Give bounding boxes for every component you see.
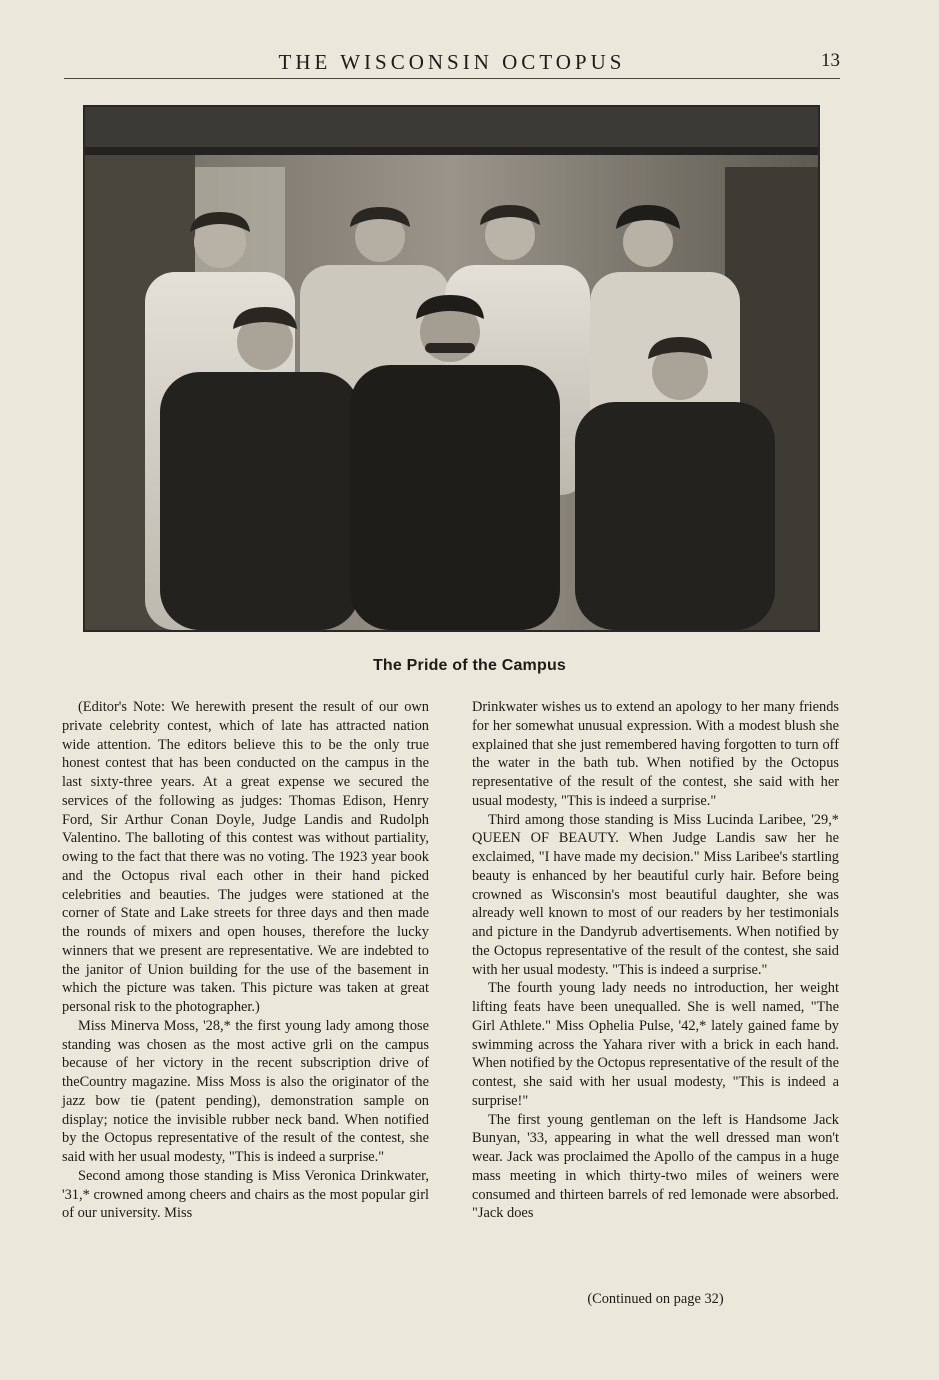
article-paragraph: Third among those standing is Miss Lucinda Laribee, '29,* QUEEN OF BEAUTY. When Judge Landis saw her he exclaimed, "I have made my decision." Miss Laribee's startling beauty is enhanced by her beautiful curly hair. Before being crowned as Wisconsin's most beautiful daughter, she was already well known to most of our readers by her testimonials and picture in the Dandyrub advertisements. When notified by the Octopus representative of the result of the contest, she said with her usual modesty. "This is indeed a surprise." bbox=[472, 811, 839, 978]
page-number: 13 bbox=[821, 50, 840, 71]
article-paragraph: The fourth young lady needs no introduction, her weight lifting feats have been unequalled. She is well named, "The Girl Athlete." Miss Ophelia Pulse, '42,* lately gained fame by swimming across the Yahara river with a brick in each hand. When notified by the Octopus representative of the result of the contest, she said with her usual modesty, "This is indeed a surprise!" bbox=[472, 980, 839, 1109]
article-paragraph: The first young gentleman on the left is Handsome Jack Bunyan, '33, appearing in what the well dressed man won't wear. Jack was proclaimed the Apollo of the campus in a huge mass meeting in which thirty-two miles of weiners were consumed and thirteen barrels of red lemonade were absorbed. "Jack does bbox=[472, 1111, 839, 1222]
page-header bbox=[64, 48, 840, 79]
group-photograph bbox=[83, 105, 820, 632]
article-column-right bbox=[472, 698, 839, 1223]
magazine-title: THE WISCONSIN OCTOPUS bbox=[278, 50, 626, 74]
article-paragraph: Drinkwater wishes us to extend an apology to her many friends for her somewhat unusual expression. With a modest blush she explained that she just remembered having forgotten to turn off the water in the bath tub. When notified by the Octopus representative of the result of the contest, she said with her usual modesty, "This is indeed a surprise." bbox=[472, 699, 839, 809]
editors-note-paragraph: (Editor's Note: We herewith present the result of our own private celebrity contest, which of late has attracted nation wide attention. The editors believe this to be the only true honest contest that has been conducted on the campus in the last sixty-three years. At a great expense we secured the services of the following as judges: Thomas Edison, Henry Ford, Sir Arthur Conan Doyle, Judge Landis and Rudolph Valentino. The balloting of this contest was without partiality, owing to the fact that there was no voting. The 1923 year book and the Octopus rival each other in their hand picked celebrities and beauties. The judges were stationed at the corner of State and Lake streets for three days and then made the rounds of mixers and open houses, therefore the lucky winners that we present are representative. We are indebted to the janitor of Union building for the use of the basement in which the picture was taken. This picture was taken at great personal risk to the photographer.) bbox=[62, 699, 429, 1015]
article-paragraph: Second among those standing is Miss Veronica Drinkwater, '31,* crowned among cheers and chairs as the most popular girl of our university. Miss bbox=[62, 1167, 429, 1222]
photo-caption: The Pride of the Campus bbox=[372, 657, 567, 674]
article-column-left bbox=[62, 698, 429, 1223]
continued-note: (Continued on page 32) bbox=[587, 1291, 724, 1307]
article-paragraph: Miss Minerva Moss, '28,* the first young lady among those standing was chosen as the most active grli on the campus because of her victory in the recent subscription drive of theCountry magazine. Miss Moss is also the originator of the jazz bow tie (patent pending), demonstration sample on display; notice the invisible rubber neck band. When notified by the Octopus representative of the result of the contest, she said with her usual modesty, "This is indeed a surprise." bbox=[62, 1017, 429, 1165]
